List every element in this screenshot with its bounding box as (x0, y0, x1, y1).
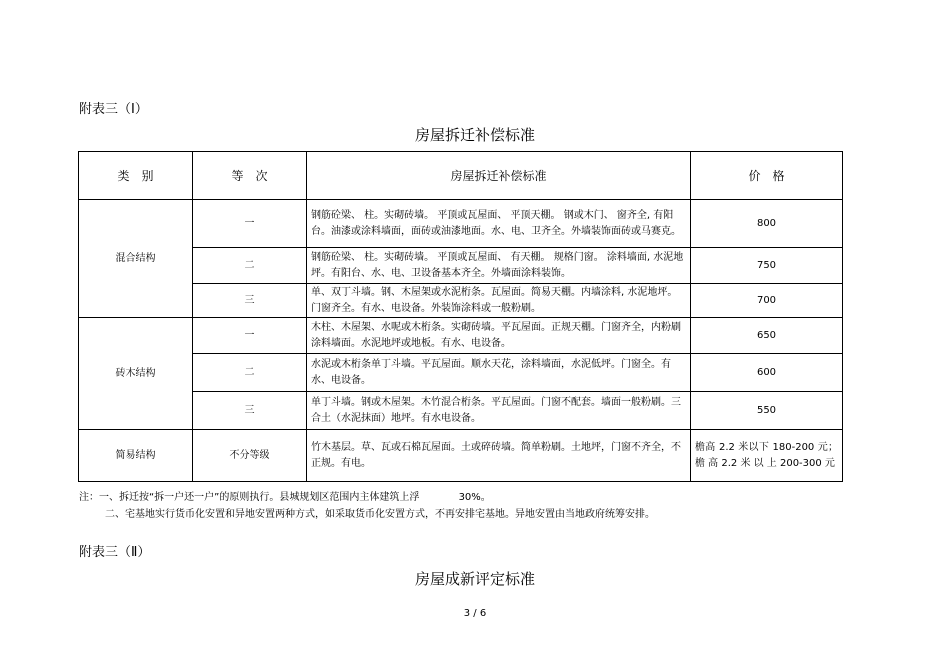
standard-cell: 钢筋砼梁、 柱。实砌砖墙。 平顶或瓦屋面、 有天棚。 规格门窗。 涂料墙面, 水泥地坪。有阳台、水、电、卫设备基本齐全。外墙面涂料装饰。 (307, 248, 691, 284)
price-cell: 600 (691, 354, 843, 392)
page-number: 3 / 6 (463, 608, 487, 619)
table-row (79, 284, 843, 318)
standard-cell: 单丁斗墙。钢或木屋架。木竹混合桁条。平瓦屋面。门窗不配套。墙面一般粉刷。三合土（水泥抹面）地坪。有水电设备。 (307, 392, 691, 430)
compensation-table (78, 151, 843, 482)
table-row (79, 430, 843, 482)
grade-cell: 二 (193, 248, 307, 284)
grade-cell: 二 (193, 354, 307, 392)
note-1-text: 注：一、拆迁按“拆一户还一户”的原则执行。县城规划区范围内主体建筑上浮 (79, 492, 420, 503)
grade-cell: 一 (193, 200, 307, 248)
standard-cell: 钢筋砼梁、 柱。实砌砖墙。 平顶或瓦屋面、 平顶天棚。 钢或木门、 窗齐全, 有阳台。油漆或涂料墙面，面砖或油漆地面。水、电、卫齐全。外墙装饰面砖或马赛克。 (307, 200, 691, 248)
header-category: 类 别 (79, 152, 193, 200)
note-2: 二、宅基地实行货币化安置和异地安置两种方式，如采取货币化安置方式，不再安排宅基地。异地安置由当地政府统筹安排。 (105, 509, 655, 520)
table-header-row (79, 152, 843, 200)
price-cell: 800 (691, 200, 843, 248)
header-standard: 房屋拆迁补偿标准 (307, 152, 691, 200)
table-row (79, 248, 843, 284)
appendix-label-1: 附表三（Ⅰ） (79, 102, 148, 117)
header-price: 价 格 (691, 152, 843, 200)
note-1-percent: 30%。 (458, 492, 491, 503)
category-cell: 简易结构 (79, 430, 193, 482)
price-cell: 550 (691, 392, 843, 430)
standard-cell: 水泥或木桁条单丁斗墙。平瓦屋面。顺水天花，涂料墙面，水泥低坪。门窗全。有水、电设备。 (307, 354, 691, 392)
standard-cell: 木柱、木屋架、水呢或木桁条。实砌砖墙。平瓦屋面。正规天棚。门窗齐全，内粉刷涂料墙面。水泥地坪或地板。有水、电设备。 (307, 318, 691, 354)
price-cell: 700 (691, 284, 843, 318)
header-grade: 等 次 (193, 152, 307, 200)
price-cell: 檐高 2.2 米以下 180-200 元； 檐 高 2.2 米 以 上 200-300 元 (691, 430, 843, 482)
note-1 (79, 488, 491, 503)
appendix-label-2: 附表三（Ⅱ） (79, 545, 151, 560)
table-row (79, 200, 843, 248)
grade-cell: 三 (193, 392, 307, 430)
table-title-newness: 房屋成新评定标准 (414, 570, 535, 588)
table-row (79, 354, 843, 392)
grade-cell: 一 (193, 318, 307, 354)
table-row (79, 392, 843, 430)
table-row (79, 318, 843, 354)
standard-cell: 竹木基层。草、瓦或石棉瓦屋面。土或碎砖墙。简单粉刷。土地坪，门窗不齐全，不正规。有电。 (307, 430, 691, 482)
category-cell: 混合结构 (79, 200, 193, 318)
table-title-compensation: 房屋拆迁补偿标准 (414, 126, 535, 144)
standard-cell: 单、双丁斗墙。钢、木屋架或水泥桁条。瓦屋面。简易天棚。内墙涂料, 水泥地坪。门窗齐全。有水、电设备。外装饰涂料或一般粉刷。 (307, 284, 691, 318)
price-cell: 750 (691, 248, 843, 284)
price-cell: 650 (691, 318, 843, 354)
category-cell: 砖木结构 (79, 318, 193, 430)
grade-cell: 不分等级 (193, 430, 307, 482)
grade-cell: 三 (193, 284, 307, 318)
